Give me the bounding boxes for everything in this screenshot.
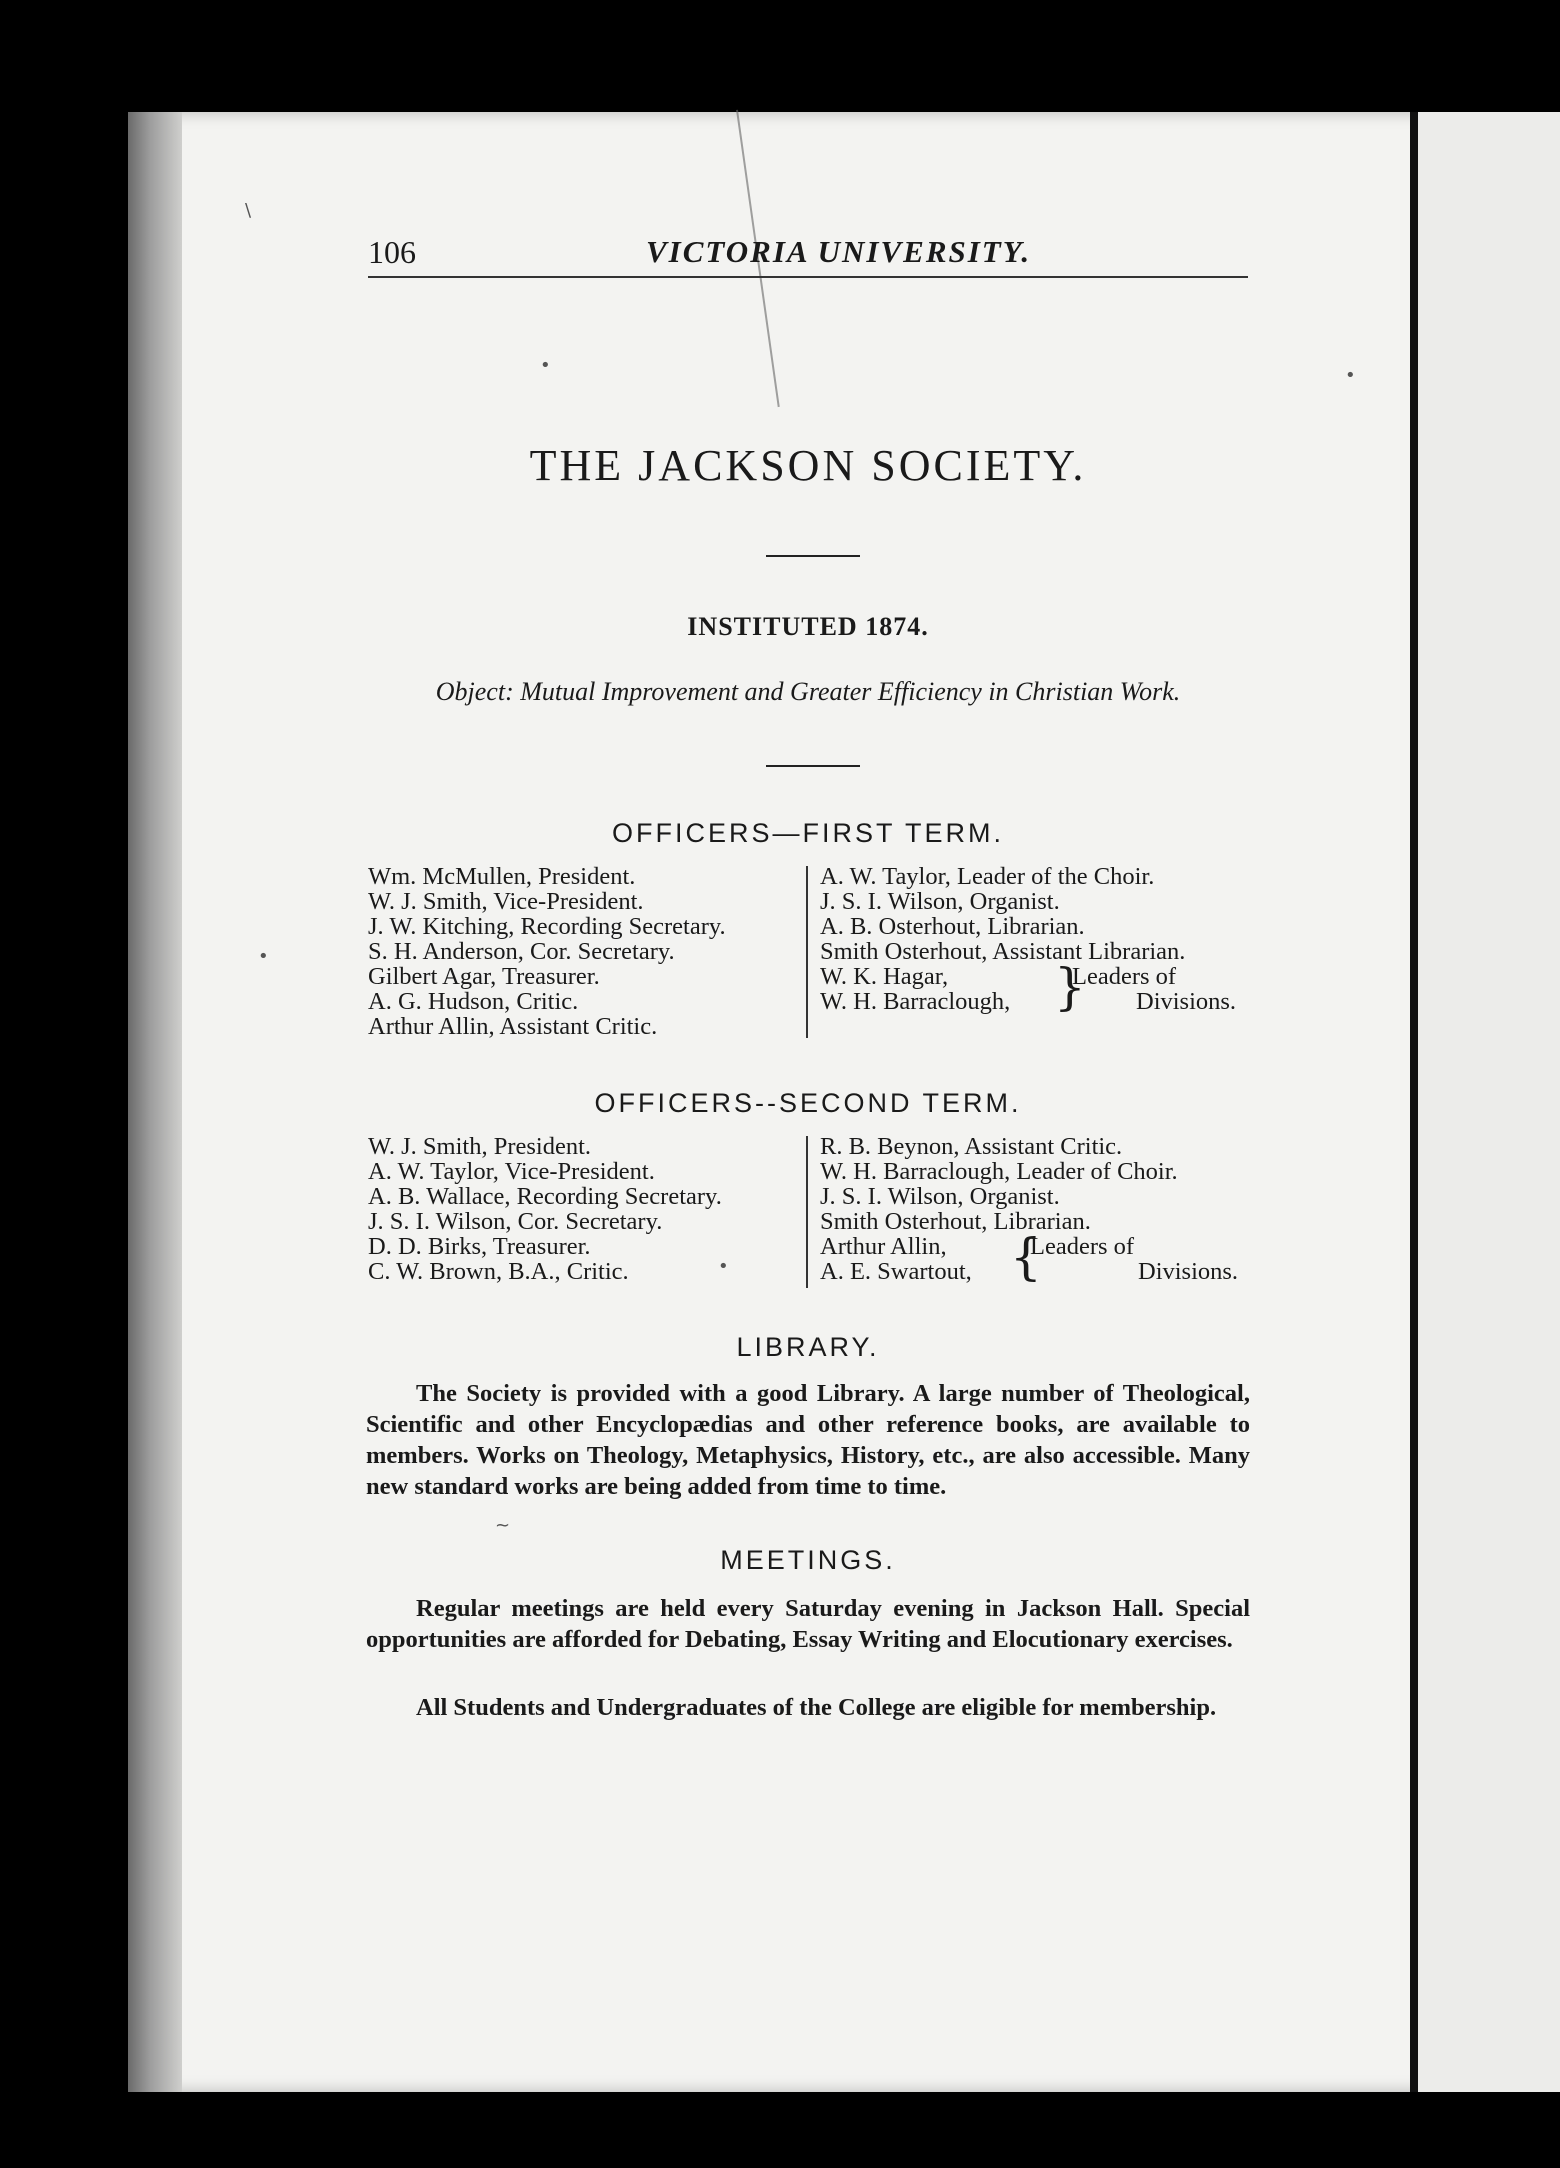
- leaders-role: Leaders of: [1072, 963, 1177, 990]
- leader-name: W. K. Hagar,: [820, 963, 949, 990]
- adjacent-page: [1418, 112, 1560, 2092]
- library-text: The Society is provided with a good Library. A large number of Theological, Scientific and other Encyclopædias and other reference books, are available to members. Works on Theology, Metaphysics, History, etc., are also accessible. Many new standard works are being added from time to time.: [366, 1380, 1250, 1500]
- officer-entry: W. H. Barraclough, Leader of Choir.: [820, 1158, 1178, 1185]
- officer-entry: R. B. Beynon, Assistant Critic.: [820, 1133, 1123, 1160]
- officer-entry: C. W. Brown, B.A., Critic.: [368, 1258, 629, 1285]
- first-term-left-list: [368, 864, 726, 1039]
- leader-name: A. E. Swartout,: [820, 1258, 972, 1285]
- officer-entry: A. W. Taylor, Vice-President.: [368, 1158, 655, 1185]
- second-term-heading: OFFICERS--SECOND TERM.: [594, 1088, 1022, 1118]
- library-paragraph: [366, 1378, 1250, 1502]
- officer-entry: J. W. Kitching, Recording Secretary.: [368, 913, 726, 940]
- leader-name: W. H. Barraclough,: [820, 988, 1011, 1015]
- officer-entry: Wm. McMullen, President.: [368, 863, 636, 890]
- object-statement: Object: Mutual Improvement and Greater Efficiency in Christian Work.: [435, 677, 1181, 706]
- first-term-right-list: [820, 864, 1185, 964]
- brace-symbol: {: [1010, 1228, 1042, 1286]
- leaders-role: Divisions.: [1136, 988, 1237, 1015]
- officer-entry: D. D. Birks, Treasurer.: [368, 1233, 591, 1260]
- page-number: 106: [368, 234, 416, 270]
- meetings-paragraph: [366, 1593, 1250, 1655]
- eligibility-text: All Students and Undergraduates of the College are eligible for membership.: [416, 1694, 1217, 1721]
- instituted-line: INSTITUTED 1874.: [687, 612, 929, 641]
- meetings-heading: MEETINGS.: [720, 1545, 896, 1575]
- library-heading: LIBRARY.: [736, 1332, 880, 1362]
- officer-entry: Gilbert Agar, Treasurer.: [368, 963, 600, 990]
- eligibility-paragraph: [366, 1692, 1250, 1723]
- divider-rule: [766, 765, 860, 767]
- meetings-text: Regular meetings are held every Saturday evening in Jackson Hall. Special opportunities are afforded for Debating, Essay Writing and Elocutionary exercises.: [366, 1595, 1250, 1653]
- divider-rule: [766, 555, 860, 557]
- officer-entry: A. G. Hudson, Critic.: [368, 988, 579, 1015]
- scan-speck: •: [1345, 365, 1356, 386]
- book-spine: [1410, 112, 1418, 2092]
- second-term-left-list: [368, 1134, 722, 1284]
- officer-entry: A. B. Wallace, Recording Secretary.: [368, 1183, 722, 1210]
- officer-entry: A. W. Taylor, Leader of the Choir.: [820, 863, 1155, 890]
- leaders-role: Divisions.: [1138, 1258, 1239, 1285]
- leaders-role: Leaders of: [1030, 1233, 1135, 1260]
- officer-entry: W. J. Smith, Vice-President.: [368, 888, 644, 915]
- officer-entry: S. H. Anderson, Cor. Secretary.: [368, 938, 675, 965]
- officer-entry: Arthur Allin, Assistant Critic.: [368, 1013, 658, 1040]
- scan-speck: •: [718, 1256, 729, 1277]
- officer-entry: J. S. I. Wilson, Organist.: [820, 1183, 1060, 1210]
- officer-entry: Smith Osterhout, Librarian.: [820, 1208, 1091, 1235]
- page-edge-shadow: [128, 112, 182, 2092]
- officer-entry: Smith Osterhout, Assistant Librarian.: [820, 938, 1186, 965]
- page-title: THE JACKSON SOCIETY.: [529, 441, 1087, 490]
- first-term-heading: OFFICERS—FIRST TERM.: [611, 818, 1004, 848]
- scan-speck: \: [245, 200, 252, 221]
- running-header: [368, 230, 1248, 278]
- second-term-right-list: [820, 1134, 1178, 1234]
- second-term-leaders-group: [820, 1228, 1250, 1286]
- leader-name: Arthur Allin,: [820, 1233, 947, 1260]
- running-title: VICTORIA UNIVERSITY.: [646, 234, 1032, 269]
- scan-speck: •: [258, 946, 269, 967]
- officer-entry: A. B. Osterhout, Librarian.: [820, 913, 1085, 940]
- officer-entry: J. S. I. Wilson, Organist.: [820, 888, 1060, 915]
- column-divider: [806, 1136, 808, 1288]
- scan-speck: •: [540, 355, 551, 376]
- first-term-leaders-group: [820, 958, 1250, 1016]
- officer-entry: W. J. Smith, President.: [368, 1133, 592, 1160]
- officer-entry: J. S. I. Wilson, Cor. Secretary.: [368, 1208, 663, 1235]
- column-divider: [806, 866, 808, 1038]
- scan-speck: ~: [495, 1515, 511, 1536]
- brace-symbol: }: [1054, 958, 1086, 1016]
